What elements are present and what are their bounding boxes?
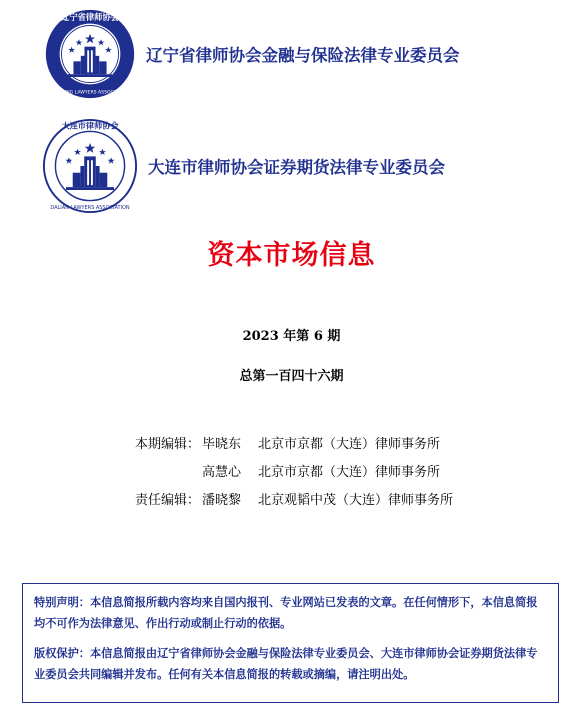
org-name: 大连市律师协会证券期货法律专业委员会 xyxy=(148,158,445,177)
editor-firm: 北京观韬中茂（大连）律师事务所 xyxy=(258,493,454,508)
seal-subtext: DALIAN LAWYERS ASSOCIATION xyxy=(50,205,130,212)
editor-role: 本期编辑： xyxy=(134,437,200,452)
dalian-lawyers-association-seal-icon xyxy=(42,118,138,214)
liaoning-lawyers-association-seal-icon xyxy=(44,8,136,100)
seal-text: 辽宁省律师协会 xyxy=(61,11,119,22)
editor-name: 高慧心 xyxy=(202,465,242,480)
notice-box xyxy=(22,583,559,703)
editor-name: 潘晓黎 xyxy=(202,493,242,508)
org-header-dalian xyxy=(44,118,445,214)
seal-text: 大连市律师协会 xyxy=(61,120,119,131)
disclaimer-text: 特别声明：本信息简报所载内容均来自国内报刊、专业网站已发表的文章。在任何情形下，本信息简报均不可作为法律意见、作出行动或制止行动的依据。 xyxy=(34,596,538,630)
seal-subtext: LIAONING LAWYERS ASSOCIATION xyxy=(50,90,130,96)
editor-firm: 北京市京都（大连）律师事务所 xyxy=(258,465,441,480)
editor-name: 毕晓东 xyxy=(202,437,242,452)
total-issue-number: 总第一百四十六期 xyxy=(239,369,344,384)
issue-number: 2023 年第 6 期 xyxy=(242,329,341,344)
org-header-liaoning xyxy=(44,8,460,100)
editor-role: 责任编辑： xyxy=(134,493,200,508)
editor-firm: 北京市京都（大连）律师事务所 xyxy=(258,437,441,452)
org-name: 辽宁省律师协会金融与保险法律专业委员会 xyxy=(146,46,460,65)
document-title: 资本市场信息 xyxy=(207,240,376,271)
copyright-text: 版权保护：本信息简报由辽宁省律师协会金融与保险法律专业委员会、大连市律师协会证券期货法律专业委员会共同编辑并发布。任何有关本信息简报的转载或摘编，请注明出处。 xyxy=(34,647,538,681)
